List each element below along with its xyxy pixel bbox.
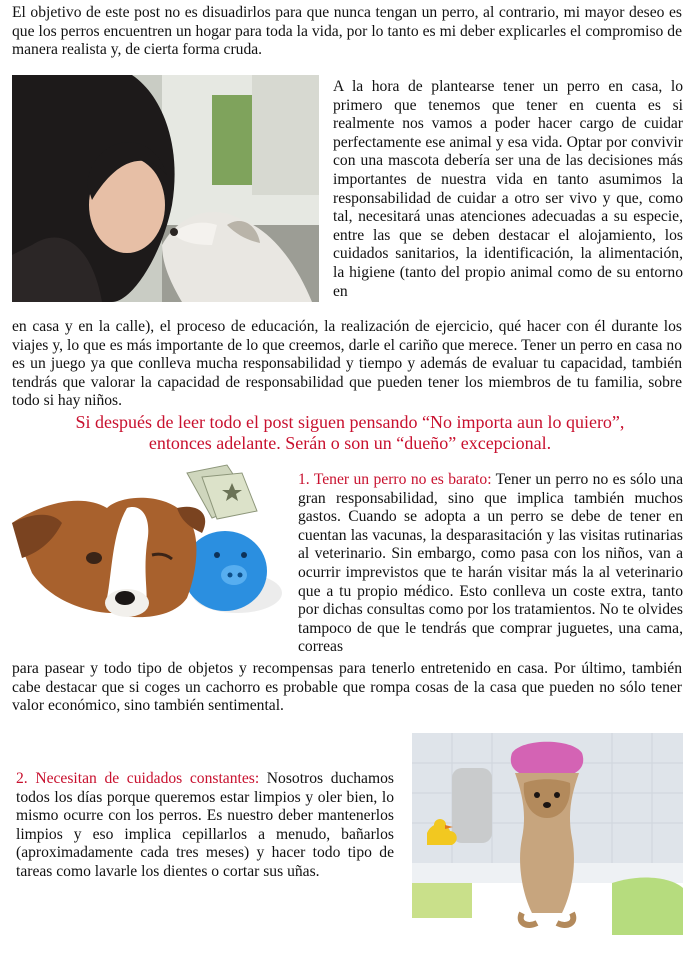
intro-paragraph: El objetivo de este post no es disuadirlos para que nunca tengan un perro, al contrario, mi mayor deseo es que los perros encuentren un hogar para toda la vida, por lo tanto es mi deber explicarles el compromiso de manera realista y, de cierta forma cruda. <box>12 4 682 59</box>
photo-dog-piggy-bank <box>12 463 285 620</box>
intro-continuation: en casa y en la calle), el proceso de educación, la realización de ejercicio, qué hacer con él durante los viajes y, lo que es más importante de lo que creemos, darle el cariño que merece. Tener un perro en casa no es un juego ya que conlleva mucha responsabilidad y tiempo y además de evaluar tu capacidad, también tendrás que valorar la capacidad de responsabilidad que pueden tener los miembros de tu familia, sobre todo si hay niños. <box>12 318 682 410</box>
photo-dog-bath <box>412 733 683 935</box>
point1-title: 1. Tener un perro no es barato: <box>298 471 492 488</box>
point1-body: Tener un perro no es sólo una gran responsabilidad, sino que implica también muchos gastos. Cuando se adopta a un perro se debe de tener en cuentan las vacunas, la desparasitación y las visitas rutinarias al veterinario. Sin embargo, como pasa con los niños, van a ocurrir imprevistos que te harán visitar más la al veterinario que a tu propio médico. Esto conlleva un coste extra, tanto por dichas consultas como por los tratamientos. No te olvides tampoco de que le tendrás que comprar juguetes, una cama, correas <box>298 471 683 656</box>
point2-body: Nosotros duchamos todos los días porque queremos estar limpios y oler bien, lo mismo ocurre con los perros. Es nuestro deber mantenerlos limpios y eso implica cepillarlos a menudo, bañarlos (aproximadamente cada tres meses) y hacer todo tipo de tareas como lavarle los dientes o cortar sus uñas. <box>16 770 394 880</box>
highlight-line-1: Si después de leer todo el post siguen pensando “No importa aun lo quiero”, <box>75 412 625 432</box>
highlight-line-2: entonces adelante. Serán o son un “dueño” excepcional. <box>148 433 552 453</box>
point1-continuation: para pasear y todo tipo de objetos y recompensas para tenerlo entretenido en casa. Por último, también cabe destacar que si coges un cachorro es probable que rompa cosas de la casa que pueden no sólo tener valor económico, sino también sentimental. <box>12 660 682 715</box>
photo-woman-with-dog <box>12 75 319 302</box>
point2-text <box>16 770 394 882</box>
point2-title: 2. Necesitan de cuidados constantes: <box>16 770 260 787</box>
intro-side-text: A la hora de plantearse tener un perro en casa, lo primero que tenemos que tener en cuenta es si realmente nos vamos a poder hacer cargo de cuidar perfectamente ese animal y esa vida. Optar por convivir con una mascota debería ser una de las decisiones más importantes de nuestra vida en tanto asumimos la responsabilidad de cuidar a otro ser vivo y que, como tal, necesitará unas atenciones adecuadas a su especie, entre las que se deben destacar el alojamiento, los cuidados sanitarios, la identificación, la alimentación, la higiene (tanto del propio animal como de su entorno en <box>333 78 683 300</box>
highlight-quote <box>10 412 690 454</box>
point1-side-text <box>298 471 683 657</box>
